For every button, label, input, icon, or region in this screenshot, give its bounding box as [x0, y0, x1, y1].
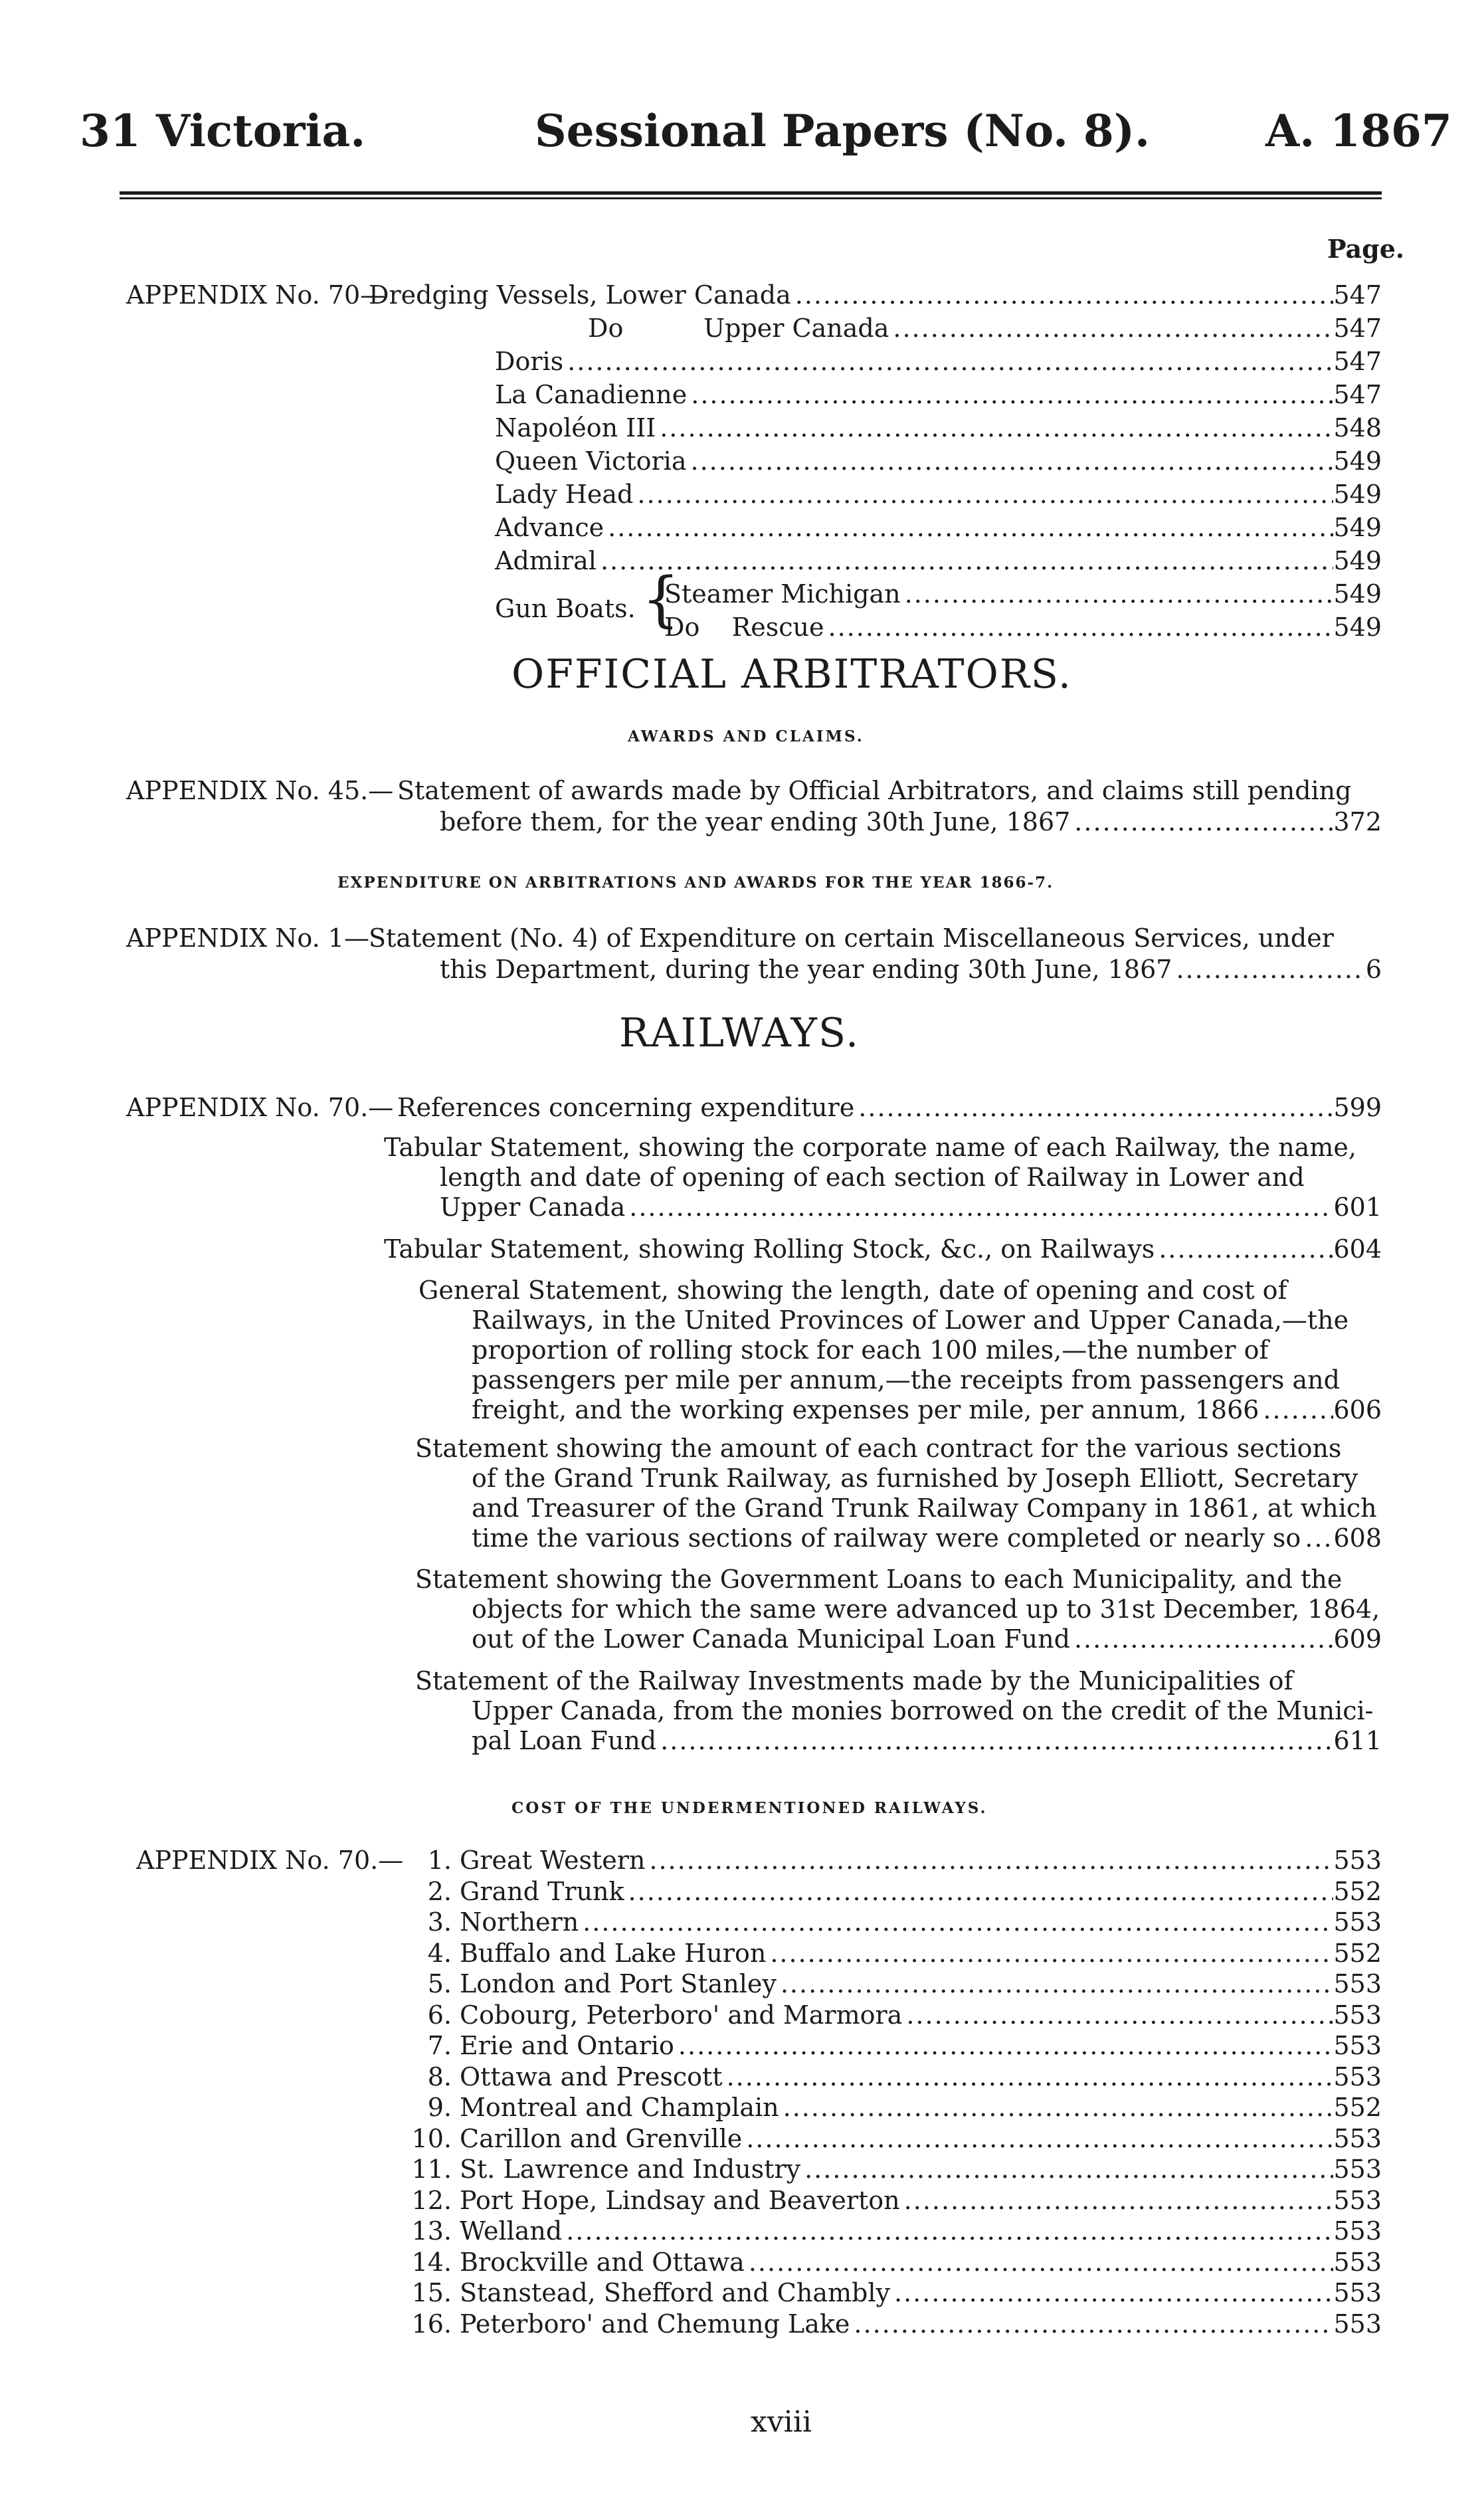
- header-rule-bottom: [120, 197, 1382, 199]
- cost-item: Northern ..... 553: [460, 1907, 1382, 1937]
- header-right: A. 1867: [1265, 105, 1452, 157]
- text-line: Tabular Statement, showing the corporate name of each Railway, the name,: [384, 1133, 1356, 1162]
- text-line: Statement of the Railway Investments made by the Municipalities of: [415, 1666, 1293, 1695]
- cost-item-number: 1.: [427, 1846, 452, 1875]
- text-line: Railways, in the United Provinces of Lower and Upper Canada,—the: [472, 1305, 1349, 1335]
- cost-item-number: 11.: [411, 2155, 452, 2184]
- text-line: Statement of awards made by Official Arbitrators, and claims still pending: [397, 776, 1352, 805]
- page-label: Page.: [1327, 234, 1405, 264]
- toc-entry: Admiral ..... 549: [495, 546, 1382, 575]
- cost-item: Brockville and Ottawa ..... 553: [460, 2248, 1382, 2277]
- cost-item: Carillon and Grenville ..... 553: [460, 2124, 1382, 2153]
- text-line: and Treasurer of the Grand Trunk Railway Company in 1861, at which: [472, 1494, 1377, 1523]
- text-line: Upper Canada, from the monies borrowed on the credit of the Munici-: [472, 1696, 1374, 1725]
- toc-entry: freight, and the working expenses per mile, per annum, 1866 ..... 606: [472, 1395, 1382, 1424]
- toc-entry: Dredging Vessels, Lower Canada ..... 547: [369, 280, 1382, 310]
- expenditure-appendix: APPENDIX No. 1—: [126, 923, 369, 953]
- page-number: xviii: [751, 2405, 812, 2439]
- cost-item-number: 7.: [427, 2031, 452, 2060]
- toc-entry: Tabular Statement, showing Rolling Stock, &c., on Railways ..... 604: [384, 1234, 1382, 1264]
- section-title-arbitrators: OFFICIAL ARBITRATORS.: [511, 651, 1072, 698]
- toc-entry: this Department, during the year ending 30th June, 1867 ..... 6: [440, 955, 1382, 984]
- cost-item: Cobourg, Peterboro' and Marmora ..... 553: [460, 2000, 1382, 2030]
- heading-cost: COST OF THE UNDERMENTIONED RAILWAYS.: [511, 1799, 988, 1817]
- cost-item-number: 12.: [411, 2185, 452, 2215]
- header-rule-top: [120, 191, 1382, 195]
- toc-entry: Do Upper Canada ..... 547: [588, 314, 1382, 343]
- cost-appendix: APPENDIX No. 70.—: [136, 1846, 404, 1875]
- cost-item-number: 3.: [427, 1907, 452, 1937]
- toc-entry: Do Rescue ..... 549: [664, 613, 1382, 642]
- arbitrators-appendix: APPENDIX No. 45.—: [126, 776, 394, 805]
- railways-appendix: APPENDIX No. 70.—: [126, 1093, 394, 1122]
- text-line: passengers per mile per annum,—the receipts from passengers and: [472, 1365, 1340, 1395]
- cost-item: St. Lawrence and Industry ..... 553: [460, 2155, 1382, 2184]
- toc-entry: Upper Canada ..... 601: [440, 1193, 1382, 1222]
- toc-entry: time the various sections of railway were completed or nearly so ..... 608: [472, 1523, 1382, 1553]
- text-line: General Statement, showing the length, date of opening and cost of: [418, 1276, 1287, 1305]
- cost-item-number: 4.: [427, 1938, 452, 1968]
- toc-entry: Queen Victoria ..... 549: [495, 446, 1382, 476]
- cost-item-number: 13.: [411, 2216, 452, 2246]
- heading-expenditure: EXPENDITURE ON ARBITRATIONS AND AWARDS FOR THE YEAR 1866-7.: [337, 874, 1054, 892]
- cost-item: Ottawa and Prescott ..... 553: [460, 2062, 1382, 2091]
- cost-item: Grand Trunk ..... 552: [460, 1877, 1382, 1906]
- text-line: objects for which the same were advanced up to 31st December, 1864,: [472, 1594, 1380, 1624]
- cost-item-number: 9.: [427, 2093, 452, 2122]
- toc-entry: out of the Lower Canada Municipal Loan Fund ..... 609: [472, 1624, 1382, 1654]
- toc-entry: Doris ..... 547: [495, 347, 1382, 376]
- toc-entry: La Canadienne ..... 547: [495, 380, 1382, 409]
- text-line: Statement (No. 4) of Expenditure on certain Miscellaneous Services, under: [369, 923, 1334, 953]
- gunboats-label: Gun Boats.: [495, 594, 636, 623]
- header-center: Sessional Papers (No. 8).: [535, 105, 1151, 157]
- cost-item-number: 14.: [411, 2247, 452, 2277]
- toc-entry: Steamer Michigan ..... 549: [664, 579, 1382, 609]
- cost-item-number: 5.: [427, 1969, 452, 1998]
- cost-item-number: 8.: [427, 2062, 452, 2091]
- toc-entry: pal Loan Fund ..... 611: [472, 1726, 1382, 1755]
- cost-item: Buffalo and Lake Huron ..... 552: [460, 1939, 1382, 1968]
- cost-item: Montreal and Champlain ..... 552: [460, 2093, 1382, 2122]
- section-title-railways: RAILWAYS.: [619, 1010, 860, 1056]
- cost-item: London and Port Stanley ..... 553: [460, 1969, 1382, 1998]
- subtitle-awards: AWARDS AND CLAIMS.: [628, 727, 864, 745]
- cost-item-number: 6.: [427, 2000, 452, 2030]
- cost-item: Peterboro' and Chemung Lake ..... 553: [460, 2309, 1382, 2339]
- cost-item-number: 2.: [427, 1876, 452, 1906]
- text-line: length and date of opening of each section of Railway in Lower and: [440, 1163, 1305, 1192]
- toc-entry: Lady Head ..... 549: [495, 480, 1382, 509]
- brace-icon: {: [642, 565, 680, 634]
- toc-entry: Napoléon III ..... 548: [495, 413, 1382, 442]
- toc-entry: Advance ..... 549: [495, 513, 1382, 542]
- cost-item-number: 15.: [411, 2278, 452, 2307]
- header-left: 31 Victoria.: [80, 105, 366, 157]
- dredging-appendix: APPENDIX No. 70—: [126, 280, 386, 310]
- cost-item-number: 16.: [411, 2309, 452, 2339]
- cost-item: Welland ..... 553: [460, 2216, 1382, 2246]
- text-line: Statement showing the Government Loans to each Municipality, and the: [415, 1565, 1343, 1594]
- text-line: of the Grand Trunk Railway, as furnished by Joseph Elliott, Secretary: [472, 1464, 1358, 1493]
- text-line: Statement showing the amount of each contract for the various sections: [415, 1434, 1342, 1463]
- toc-entry: before them, for the year ending 30th June, 1867 ..... 372: [440, 807, 1382, 836]
- cost-item: Port Hope, Lindsay and Beaverton ..... 553: [460, 2186, 1382, 2215]
- cost-item-number: 10.: [411, 2123, 452, 2153]
- cost-item: Stanstead, Shefford and Chambly ..... 553: [460, 2278, 1382, 2307]
- text-line: proportion of rolling stock for each 100 miles,—the number of: [472, 1335, 1269, 1365]
- cost-item: Great Western ..... 553: [460, 1846, 1382, 1875]
- cost-item: Erie and Ontario ..... 553: [460, 2031, 1382, 2060]
- toc-entry: References concerning expenditure ..... 599: [397, 1093, 1382, 1122]
